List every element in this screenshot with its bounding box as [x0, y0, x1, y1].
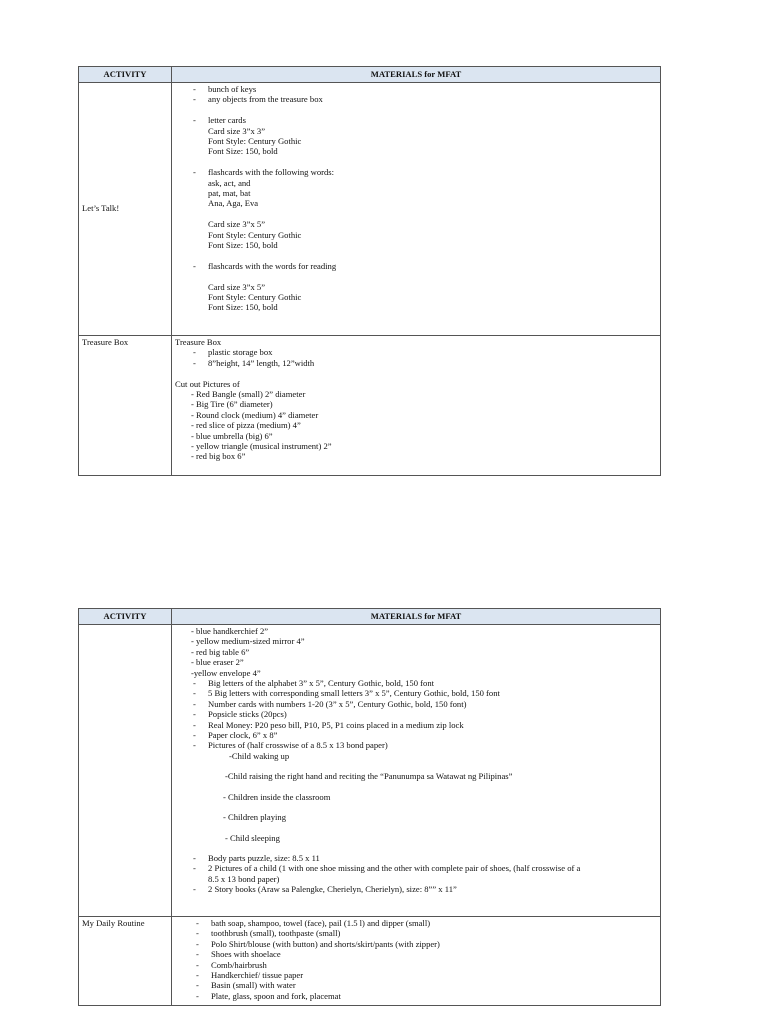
- materials-cell: [172, 917, 661, 1006]
- list-item: - Number cards with numbers 1-20 (3” x 5”, Century Gothic, bold, 150 font): [175, 699, 657, 709]
- table-row-daily-routine: [79, 917, 661, 1006]
- activity-cell: [79, 625, 172, 917]
- list-item: - Popsicle sticks (20pcs): [175, 709, 657, 719]
- activity-header: ACTIVITY: [79, 609, 172, 625]
- table-row-treasure-box: [79, 336, 661, 476]
- list-item: Card size 3”x 5”: [208, 219, 266, 230]
- table-row-lets-talk: [79, 83, 661, 336]
- list-item: Card size 3”x 5”: [208, 281, 266, 292]
- list-item: - 8”height, 14” length, 12”width: [175, 358, 657, 368]
- table-header-row: [79, 67, 661, 83]
- materials-header: MATERIALS for MFAT: [172, 67, 661, 83]
- list-item: -yellow envelope 4”: [191, 667, 261, 678]
- table-row-continued: [79, 625, 661, 917]
- list-item: Treasure Box: [175, 337, 222, 347]
- materials-table-2: [78, 608, 661, 1006]
- list-item: - Handkerchief/ tissue paper: [175, 970, 657, 980]
- list-item: - Big letters of the alphabet 3” x 5”, Century Gothic, bold, 150 font: [175, 678, 657, 688]
- activity-cell: Treasure Box: [79, 336, 172, 476]
- list-item: - Polo Shirt/blouse (with button) and shorts/skirt/pants (with zipper): [175, 939, 657, 949]
- list-item: ask, act, and: [208, 177, 251, 188]
- list-item: - red slice of pizza (medium) 4”: [191, 420, 301, 431]
- list-item: - plastic storage box: [175, 347, 657, 357]
- list-item: - Plate, glass, spoon and fork, placemat: [175, 991, 657, 1001]
- activity-header: ACTIVITY: [79, 67, 172, 83]
- list-item: - flashcards with the words for reading: [175, 261, 657, 271]
- list-item: Font Style: Century Gothic: [208, 292, 302, 303]
- list-item: Ana, Aga, Eva: [208, 198, 259, 209]
- list-item: - Children playing: [223, 812, 287, 823]
- list-item: Font Size: 150, bold: [208, 146, 278, 157]
- list-item: Cut out Pictures of: [175, 378, 240, 389]
- list-item: - Real Money: P20 peso bill, P10, P5, P1 coins placed in a medium zip lock: [175, 720, 657, 730]
- list-item: - Pictures of (half crosswise of a 8.5 x 13 bond paper): [175, 740, 657, 750]
- list-item: - letter cards: [175, 115, 657, 125]
- activity-cell: My Daily Routine: [79, 917, 172, 1006]
- list-item: - Round clock (medium) 4” diameter: [191, 409, 319, 420]
- list-item: - Comb/hairbrush: [175, 960, 657, 970]
- list-item: - blue handkerchief 2”: [191, 626, 269, 636]
- table-header-row: [79, 609, 661, 625]
- list-item: - 2 Story books (Araw sa Palengke, Cherielyn, Cherielyn), size: 8”” x 11”: [175, 884, 657, 894]
- list-item: - any objects from the treasure box: [175, 94, 657, 104]
- materials-cell: [172, 625, 661, 917]
- materials-cell: [172, 83, 661, 336]
- list-item: - Children inside the classroom: [223, 791, 331, 802]
- list-item: - 5 Big letters with corresponding small letters 3” x 5”, Century Gothic, bold, 150 font: [175, 688, 657, 698]
- activity-cell: Let’s Talk!: [79, 83, 172, 336]
- materials-header: MATERIALS for MFAT: [172, 609, 661, 625]
- list-item: Font Style: Century Gothic: [208, 229, 302, 240]
- list-item: - Basin (small) with water: [175, 980, 657, 990]
- list-item: - blue eraser 2”: [191, 657, 244, 668]
- list-item: - Paper clock, 6” x 8”: [175, 730, 657, 740]
- list-item: - red big box 6”: [191, 451, 246, 462]
- list-item: - bunch of keys: [175, 84, 657, 94]
- list-item: - yellow triangle (musical instrument) 2”: [191, 441, 332, 452]
- materials-cell: [172, 336, 661, 476]
- list-item: - yellow medium-sized mirror 4”: [191, 636, 305, 647]
- list-item: - Child sleeping: [225, 832, 280, 843]
- list-item: - flashcards with the following words:: [175, 167, 657, 177]
- list-item: -Child raising the right hand and reciting the “Panunumpa sa Watawat ng Pilipinas”: [225, 771, 513, 782]
- list-item: - red big table 6”: [191, 646, 250, 657]
- list-item: Font Size: 150, bold: [208, 302, 278, 313]
- materials-table-1: [78, 66, 661, 476]
- list-item: - Big Tire (6” diameter): [191, 399, 273, 410]
- list-item: Font Size: 150, bold: [208, 240, 278, 251]
- list-item: - 2 Pictures of a child (1 with one shoe missing and the other with complete pair of shoes, (half crosswise of a: [175, 863, 657, 873]
- list-item: 8.5 x 13 bond paper): [208, 873, 280, 884]
- list-item: - bath soap, shampoo, towel (face), pail (1.5 l) and dipper (small): [175, 918, 657, 928]
- list-item: - toothbrush (small), toothpaste (small): [175, 928, 657, 938]
- list-item: -Child waking up: [229, 750, 290, 761]
- list-item: Card size 3”x 3”: [208, 125, 266, 136]
- list-item: - blue umbrella (big) 6”: [191, 430, 273, 441]
- list-item: - Body parts puzzle, size: 8.5 x 11: [175, 853, 657, 863]
- list-item: - Red Bangle (small) 2” diameter: [191, 389, 306, 400]
- list-item: Font Style: Century Gothic: [208, 136, 302, 147]
- list-item: - Shoes with shoelace: [175, 949, 657, 959]
- list-item: pat, mat, bat: [208, 188, 251, 199]
